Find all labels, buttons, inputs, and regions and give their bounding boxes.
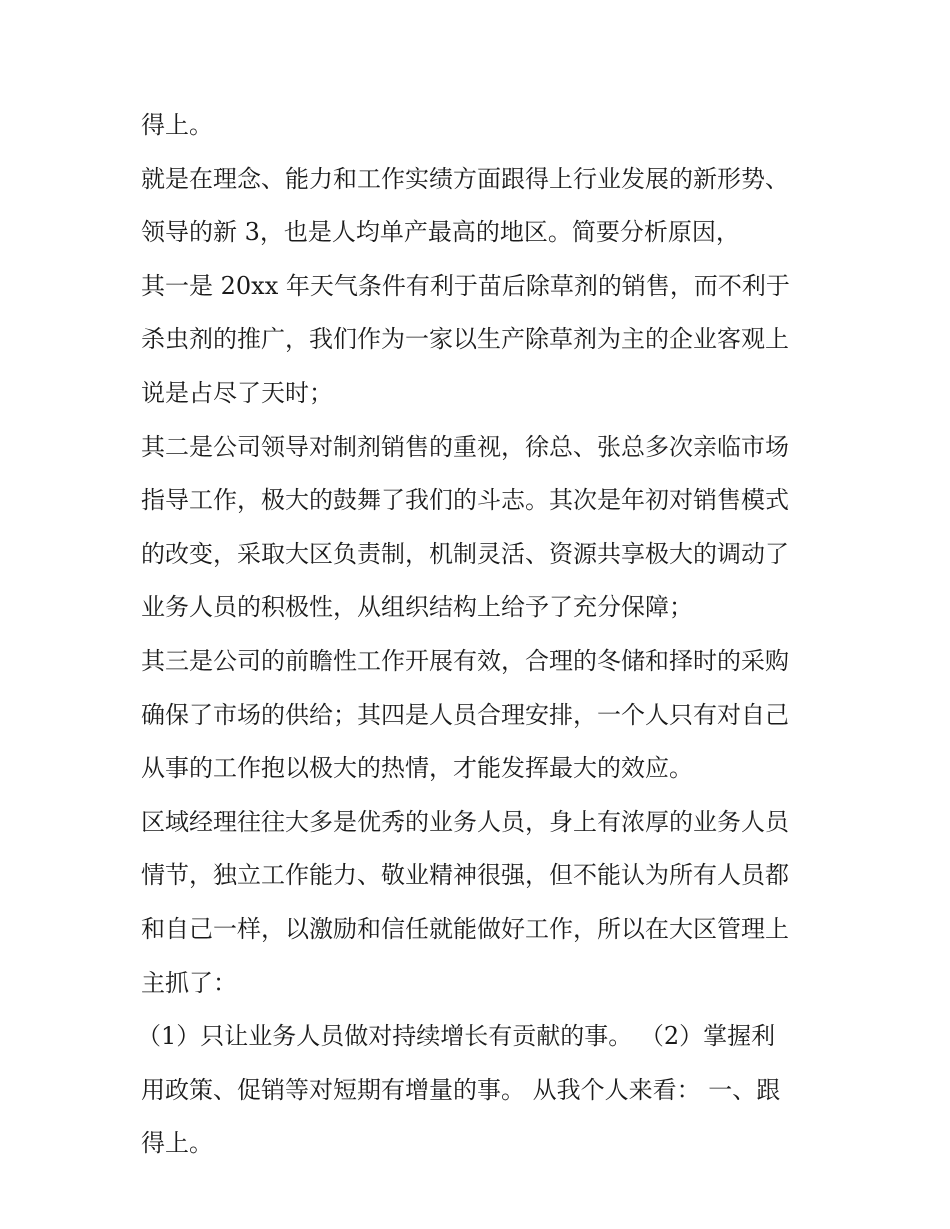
text-line: 其三是公司的前瞻性工作开展有效，合理的冬储和择时的采购 xyxy=(141,646,789,675)
document-body xyxy=(137,108,821,1180)
text-line: 从事的工作抱以极大的热情，才能发挥最大的效应。 xyxy=(141,754,693,783)
text-line: 确保了市场的供给；其四是人员合理安排，一个人只有对自己 xyxy=(141,700,789,729)
text-line: 情节，独立工作能力、敬业精神很强，但不能认为所有人员都 xyxy=(141,861,789,890)
text-line: 就是在理念、能力和工作实绩方面跟得上行业发展的新形势、 xyxy=(141,164,789,193)
text-line: 得上。 xyxy=(141,111,213,139)
text-line: 杀虫剂的推广，我们作为一家以生产除草剂为主的企业客观上 xyxy=(141,325,789,354)
text-line: 业务人员的积极性，从组织结构上给予了充分保障； xyxy=(141,593,693,622)
text-line: 说是占尽了天时； xyxy=(141,378,333,407)
text-line: （1）只让业务人员做对持续增长有贡献的事。 （2）掌握利 xyxy=(137,1022,776,1051)
text-line: 指导工作，极大的鼓舞了我们的斗志。其次是年初对销售模式 xyxy=(141,486,789,515)
text-line: 领导的新 3，也是人均单产最高的地区。简要分析原因， xyxy=(141,218,740,247)
text-line: 主抓了： xyxy=(141,968,237,997)
text-line: 其一是 20xx 年天气条件有利于苗后除草剂的销售，而不利于 xyxy=(141,271,790,300)
text-line: 其二是公司领导对制剂销售的重视，徐总、张总多次亲临市场 xyxy=(141,432,789,461)
text-line: 和自己一样，以激励和信任就能做好工作，所以在大区管理上 xyxy=(141,914,789,943)
text-line: 的改变，采取大区负责制，机制灵活、资源共享极大的调动了 xyxy=(141,539,789,568)
text-line: 区域经理往往大多是优秀的业务人员，身上有浓厚的业务人员 xyxy=(141,807,789,836)
text-line: 得上。 xyxy=(141,1129,213,1158)
text-line: 用政策、促销等对短期有增量的事。 从我个人来看： 一、跟 xyxy=(141,1075,781,1104)
